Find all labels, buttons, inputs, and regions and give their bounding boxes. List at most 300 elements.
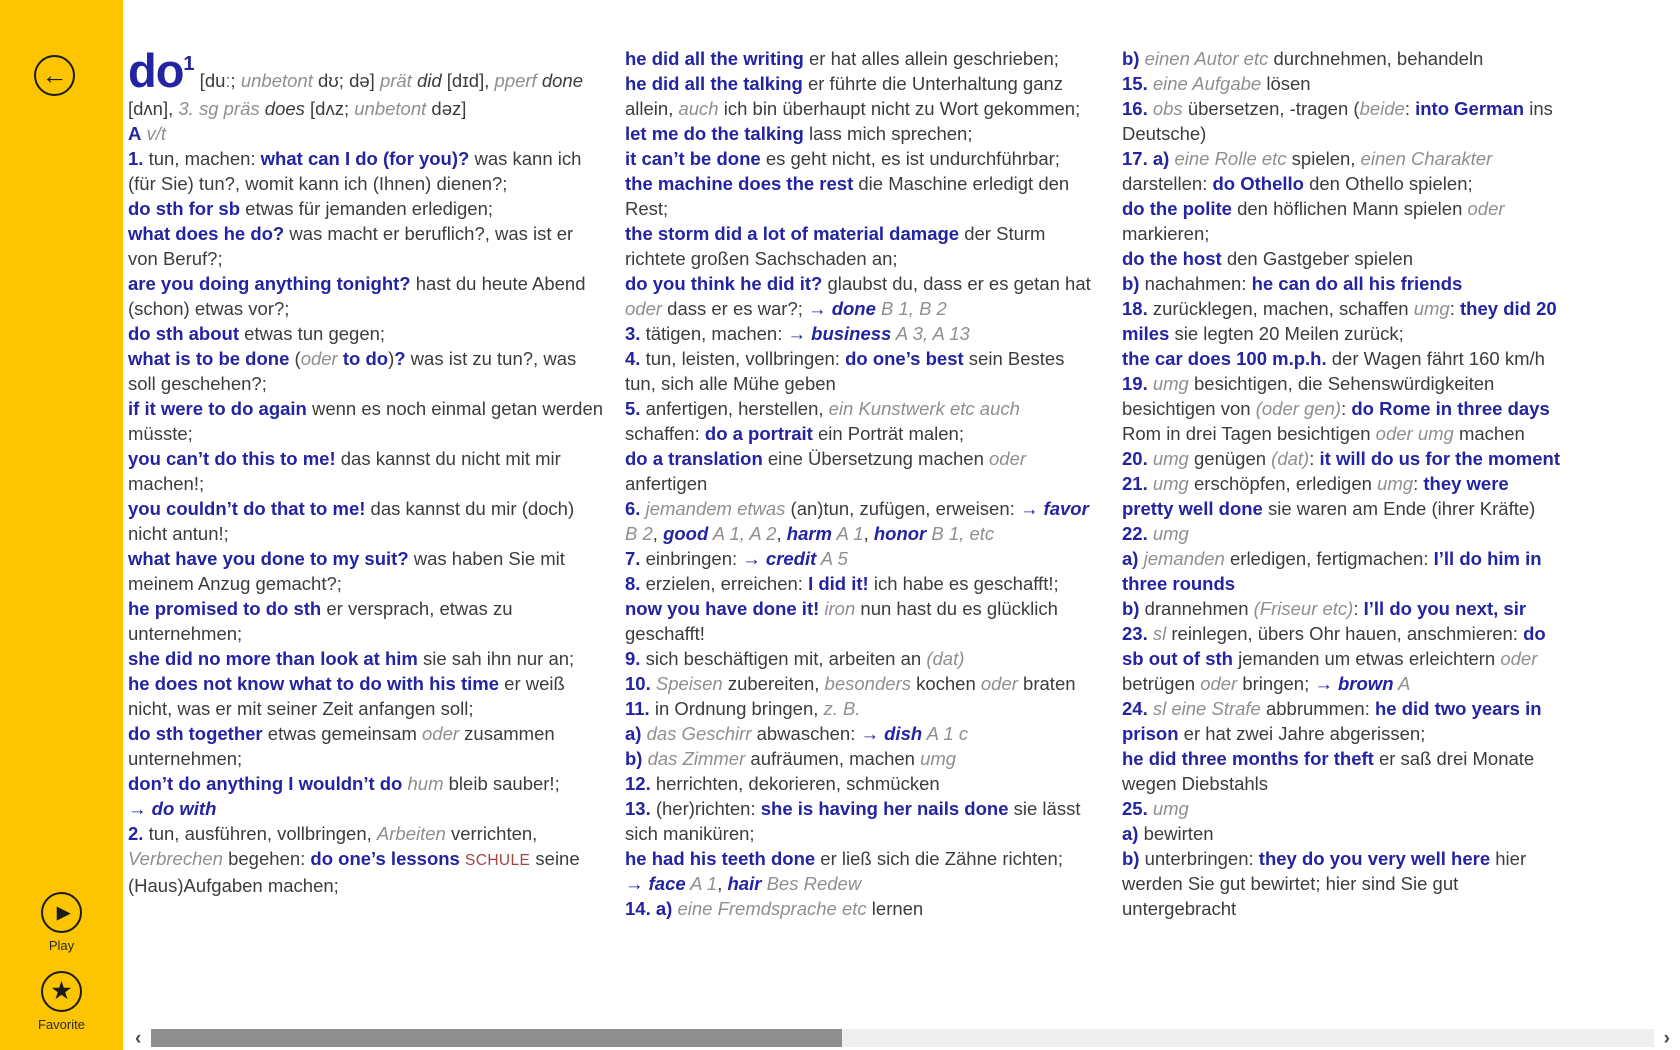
favorite-label: Favorite: [38, 1017, 85, 1032]
text-segment: das kannst du nicht mit mir machen!;: [128, 448, 561, 494]
text-segment: er hat alles allein geschrieben;: [803, 48, 1059, 69]
text-segment: einen Autor etc: [1144, 48, 1269, 69]
text-segment: unterbringen:: [1139, 848, 1259, 869]
scroll-left-icon[interactable]: ‹: [135, 1027, 142, 1049]
entry-paragraph: [128, 121, 606, 146]
text-segment: beide: [1359, 98, 1405, 119]
example-phrase: what have you done to my suit?: [128, 548, 409, 569]
text-segment: umg: [920, 748, 957, 769]
text-segment: sie legten 20 Meilen zurück;: [1169, 323, 1404, 344]
text-segment: jemandem etwas: [645, 498, 786, 519]
example-phrase: do one’s best: [845, 348, 964, 369]
text-segment: 4.: [625, 348, 641, 369]
text-segment: (Friseur etc): [1253, 598, 1354, 619]
text-segment: bringen;: [1237, 673, 1315, 694]
example-phrase: into German: [1415, 98, 1525, 119]
text-segment: die Maschine erledigt den Rest;: [625, 173, 1070, 219]
text-segment: ,: [717, 873, 728, 894]
example-phrase: they do you very well here: [1258, 848, 1491, 869]
back-button[interactable]: [34, 55, 75, 96]
example-phrase: let me do the talking: [625, 123, 804, 144]
entry-paragraph: [1122, 746, 1562, 796]
text-segment: A 1: [685, 873, 718, 894]
play-icon: ▶: [56, 903, 71, 922]
text-segment: ein Kunstwerk etc auch: [828, 398, 1020, 419]
text-segment: tun, leisten, vollbringen:: [640, 348, 846, 369]
text-segment: B 2: [625, 523, 653, 544]
entry-paragraph: [1122, 821, 1562, 846]
entry-paragraph: [625, 121, 1097, 146]
text-segment: was kann ich (für Sie) tun?, womit kann ich (Ihnen) dienen?;: [128, 148, 582, 194]
entry-paragraph: [625, 571, 1097, 596]
text-segment: 1: [183, 53, 195, 75]
text-segment: lass mich sprechen;: [803, 123, 973, 144]
text-segment: obs: [1152, 98, 1183, 119]
example-phrase: do one’s lessons: [310, 848, 460, 869]
text-segment: jemanden um etwas erleichtern: [1232, 648, 1501, 669]
example-phrase: do sth for sb: [128, 198, 241, 219]
text-segment: (oder gen): [1255, 398, 1342, 419]
text-segment: begehen:: [222, 848, 311, 869]
entry-paragraph: [1122, 71, 1562, 96]
entry-paragraph: [625, 796, 1097, 846]
entry-paragraph: [1122, 546, 1562, 596]
text-segment: 19.: [1122, 373, 1148, 394]
text-segment: hum: [407, 773, 444, 794]
text-segment: →: [860, 723, 885, 744]
example-phrase: he did three months for theft: [1122, 748, 1374, 769]
text-segment: verrichten,: [445, 823, 538, 844]
text-segment: drannehmen: [1139, 598, 1254, 619]
cross-reference-link[interactable]: dish: [884, 723, 923, 744]
text-segment: 14. a): [625, 898, 673, 919]
text-segment: ich habe es geschafft!;: [868, 573, 1059, 594]
favorite-action: [0, 971, 123, 1032]
entry-paragraph: [1122, 471, 1562, 521]
entry-paragraph: [625, 71, 1097, 121]
text-segment: (dat): [1271, 448, 1310, 469]
text-segment: a): [625, 723, 642, 744]
text-segment: →: [787, 323, 812, 344]
text-segment: [dɪd],: [441, 70, 495, 91]
horizontal-scrollbar[interactable]: [123, 1027, 1680, 1049]
text-segment: markieren;: [1122, 223, 1210, 244]
example-phrase: he did all the talking: [625, 73, 803, 94]
text-segment: a): [1122, 548, 1139, 569]
text-segment: 10.: [625, 673, 651, 694]
text-segment: sie sah ihn nur an;: [417, 648, 575, 669]
text-segment: er führte die Unterhaltung ganz allein,: [625, 73, 1064, 119]
entry-paragraph: [625, 671, 1097, 696]
entry-paragraph: [1122, 196, 1562, 246]
text-segment: b): [1122, 598, 1140, 619]
entry-paragraph: [625, 496, 1097, 546]
text-segment: oder: [625, 298, 663, 319]
text-segment: Verbrechen: [128, 848, 223, 869]
text-segment: →: [128, 798, 152, 819]
example-phrase: you can’t do this to me!: [128, 448, 336, 469]
text-segment: umg: [1152, 798, 1189, 819]
text-segment: 24.: [1122, 698, 1148, 719]
text-segment: A 1, A 2: [708, 523, 777, 544]
text-segment: 2.: [128, 823, 144, 844]
text-segment: unbetont: [354, 98, 427, 119]
text-segment: anfertigen, herstellen,: [640, 398, 829, 419]
scrollbar-thumb[interactable]: [151, 1029, 842, 1047]
text-segment: sich beschäftigen mit, arbeiten an: [640, 648, 927, 669]
example-phrase: they did 20 miles: [1122, 298, 1557, 344]
cross-reference-link[interactable]: favor: [1043, 498, 1089, 519]
example-phrase: the machine does the rest: [625, 173, 854, 194]
play-label: Play: [48, 938, 75, 953]
example-phrase: do sth together: [128, 723, 263, 744]
text-segment: SCHULE: [464, 852, 531, 869]
text-segment: oder umg: [1375, 423, 1454, 444]
text-segment: abbrummen:: [1260, 698, 1375, 719]
arrow-left-icon: ←: [41, 59, 68, 90]
text-segment: →: [1019, 498, 1044, 519]
entry-paragraph: [1122, 246, 1562, 271]
example-phrase: they were pretty well done: [1122, 473, 1509, 519]
example-phrase: she did no more than look at him: [128, 648, 418, 669]
cross-reference-link[interactable]: do with: [151, 798, 217, 819]
text-segment: umg: [1152, 448, 1189, 469]
entry-column-1: [128, 46, 606, 898]
cross-reference-link[interactable]: face: [648, 873, 686, 894]
entry-paragraph: [625, 171, 1097, 221]
text-segment: etwas für jemanden erledigen;: [240, 198, 494, 219]
cross-reference-link[interactable]: honor: [873, 523, 927, 544]
text-segment: 15.: [1122, 73, 1148, 94]
text-segment: was ist zu tun?, was soll geschehen?;: [128, 348, 577, 394]
text-segment: er versprach, etwas zu unternehmen;: [128, 598, 513, 644]
text-segment: durchnehmen, behandeln: [1268, 48, 1484, 69]
text-segment: Speisen: [655, 673, 723, 694]
cross-reference-link[interactable]: good: [663, 523, 709, 544]
example-phrase: I’ll do him in three rounds: [1122, 548, 1542, 594]
text-segment: jemanden: [1143, 548, 1225, 569]
entry-paragraph: [625, 596, 1097, 646]
text-segment: :: [1413, 473, 1424, 494]
entry-paragraph: [625, 146, 1097, 171]
cross-reference-link[interactable]: credit: [765, 548, 817, 569]
text-segment: :: [1341, 398, 1352, 419]
text-segment: tätigen, machen:: [640, 323, 788, 344]
text-segment: das Zimmer: [647, 748, 746, 769]
example-phrase: do a translation: [625, 448, 763, 469]
text-segment: bewirten: [1138, 823, 1214, 844]
text-segment: sl: [1152, 623, 1167, 644]
example-phrase: to do: [342, 348, 389, 369]
text-segment: [duː;: [194, 70, 241, 91]
cross-reference-link[interactable]: brown: [1338, 673, 1394, 694]
entry-paragraph: [128, 821, 606, 898]
text-segment: hier werden Sie gut bewirtet; hier sind Sie gut untergebracht: [1122, 848, 1527, 919]
entry-paragraph: [1122, 46, 1562, 71]
text-segment: den höflichen Mann spielen: [1231, 198, 1468, 219]
text-segment: 23.: [1122, 623, 1148, 644]
text-segment: B 1, B 2: [875, 298, 947, 319]
text-segment: 5.: [625, 398, 641, 419]
entry-paragraph: [625, 221, 1097, 271]
entry-paragraph: [128, 446, 606, 496]
text-segment: besichtigen, die Sehenswürdigkeiten besichtigen von: [1122, 373, 1495, 419]
text-segment: ,: [652, 523, 664, 544]
text-segment: ins Deutsche): [1122, 98, 1553, 144]
cross-reference-link[interactable]: harm: [786, 523, 833, 544]
text-segment: herrichten, dekorieren, schmücken: [650, 773, 940, 794]
example-phrase: do Othello: [1212, 173, 1304, 194]
example-phrase: don’t do anything I wouldn’t do: [128, 773, 403, 794]
text-segment: →: [808, 298, 832, 319]
entry-paragraph: [625, 896, 1097, 921]
entry-paragraph: [128, 546, 606, 596]
text-segment: erschöpfen, erledigen: [1188, 473, 1378, 494]
text-segment: ): [388, 348, 395, 369]
entry-paragraph: [1122, 371, 1562, 446]
entry-paragraph: [625, 346, 1097, 396]
entry-paragraph: [1122, 271, 1562, 296]
entry-paragraph: [1122, 446, 1562, 471]
text-segment: (: [289, 348, 301, 369]
text-segment: ich bin überhaupt nicht zu Wort gekommen;: [718, 98, 1081, 119]
text-segment: bleib sauber!;: [443, 773, 560, 794]
scroll-right-icon[interactable]: ›: [1663, 1027, 1670, 1049]
example-phrase: he had his teeth done: [625, 848, 816, 869]
example-phrase: you couldn’t do that to me!: [128, 498, 366, 519]
favorite-button[interactable]: [41, 971, 82, 1012]
entry-paragraph: [1122, 621, 1562, 696]
example-phrase: do a portrait: [704, 423, 813, 444]
text-segment: v/t: [141, 123, 167, 144]
text-segment: :: [1449, 298, 1461, 319]
text-segment: dʊ; də]: [312, 70, 380, 91]
entry-paragraph: [625, 871, 1097, 896]
text-segment: sl eine Strafe: [1152, 698, 1261, 719]
example-phrase: do sb out of sth: [1122, 623, 1546, 669]
play-button[interactable]: [41, 892, 82, 933]
text-segment: zurücklegen, machen, schaffen: [1147, 298, 1414, 319]
text-segment: A: [1393, 673, 1411, 694]
text-segment: 18.: [1122, 298, 1148, 319]
text-segment: 11.: [625, 698, 650, 719]
text-segment: umg: [1152, 473, 1189, 494]
example-phrase: what is to be done: [128, 348, 290, 369]
text-segment: den Gastgeber spielen: [1221, 248, 1413, 269]
text-segment: 1.: [128, 148, 144, 169]
text-segment: does: [259, 98, 305, 119]
text-segment: darstellen:: [1122, 173, 1213, 194]
example-phrase: if it were to do again: [128, 398, 307, 419]
text-segment: tun, ausführen, vollbringen,: [143, 823, 377, 844]
text-segment: oder: [422, 723, 460, 744]
text-segment: nachahmen:: [1139, 273, 1252, 294]
text-segment: etwas gemeinsam: [262, 723, 423, 744]
example-phrase: are you doing anything tonight?: [128, 273, 411, 294]
sidebar: [0, 0, 123, 1050]
example-phrase: do Rome in three days: [1351, 398, 1550, 419]
text-segment: 3. sg präs: [178, 98, 260, 119]
star-icon: ★: [51, 977, 72, 1003]
example-phrase: do the polite: [1122, 198, 1232, 219]
entry-paragraph: [1122, 596, 1562, 621]
text-segment: er ließ sich die Zähne richten;: [815, 848, 1063, 869]
headword: do: [128, 44, 184, 97]
text-segment: 6.: [625, 498, 641, 519]
text-segment: hast du heute Abend (schon) etwas vor?;: [128, 273, 586, 319]
text-segment: prät: [379, 70, 412, 91]
entry-paragraph: [128, 771, 606, 796]
text-segment: auch: [678, 98, 719, 119]
text-segment: glaubst du, dass er es getan hat: [822, 273, 1091, 294]
text-segment: ,: [863, 523, 874, 544]
entry-column-2: [625, 46, 1097, 921]
entry-paragraph: [1122, 346, 1562, 371]
text-segment: übersetzen, -tragen (: [1182, 98, 1360, 119]
entry-paragraph: [1122, 96, 1562, 146]
text-segment: den Othello spielen;: [1303, 173, 1473, 194]
entry-paragraph: [625, 721, 1097, 746]
entry-paragraph: [128, 646, 606, 671]
text-segment: ,: [776, 523, 787, 544]
text-segment: er saß drei Monate wegen Diebstahls: [1122, 748, 1535, 794]
text-segment: did: [411, 70, 442, 91]
entry-paragraph: [128, 671, 606, 721]
text-segment: unbetont: [240, 70, 313, 91]
text-segment: Arbeiten: [376, 823, 446, 844]
entry-paragraph: [625, 271, 1097, 321]
text-segment: einen Charakter: [1360, 148, 1493, 169]
example-phrase: it will do us for the moment: [1319, 448, 1560, 469]
text-segment: [dʌn],: [128, 98, 179, 119]
entry-paragraph: [1122, 696, 1562, 746]
example-phrase: he does not know what to do with his time: [128, 673, 500, 694]
entry-paragraph: [128, 146, 606, 196]
text-segment: reinlegen, übers Ohr hauen, anschmieren:: [1166, 623, 1524, 644]
cross-reference-link[interactable]: hair: [727, 873, 762, 894]
text-segment: nun hast du es glücklich geschafft!: [625, 598, 1058, 644]
text-segment: abwaschen:: [751, 723, 861, 744]
text-segment: seine (Haus)Aufgaben machen;: [128, 848, 580, 896]
text-segment: oder: [989, 448, 1027, 469]
text-segment: z. B.: [823, 698, 861, 719]
example-phrase: she is having her nails done: [760, 798, 1009, 819]
entry-paragraph: [128, 346, 606, 396]
entry-paragraph: [128, 46, 606, 121]
text-segment: →: [1314, 673, 1338, 694]
text-segment: A 1 c: [922, 723, 969, 744]
text-segment: 13.: [625, 798, 651, 819]
example-phrase: it can’t be done: [625, 148, 761, 169]
play-action: [0, 892, 123, 953]
entry-paragraph: [625, 396, 1097, 446]
entry-paragraph: [128, 721, 606, 771]
text-segment: es geht nicht, es ist undurchführbar;: [760, 148, 1060, 169]
text-segment: genügen: [1188, 448, 1272, 469]
text-segment: aufräumen, machen: [745, 748, 921, 769]
example-phrase: I did it!: [808, 573, 869, 594]
example-phrase: I’ll do you next, sir: [1363, 598, 1527, 619]
text-segment: 21.: [1122, 473, 1148, 494]
entry-paragraph: [625, 646, 1097, 671]
text-segment: dəz]: [426, 98, 467, 119]
cross-reference-link[interactable]: done: [831, 298, 876, 319]
entry-paragraph: [625, 546, 1097, 571]
text-segment: was haben Sie mit meinem Anzug gemacht?;: [128, 548, 565, 594]
scrollbar-track[interactable]: [151, 1029, 1653, 1047]
text-segment: oder: [980, 673, 1018, 694]
text-segment: oder: [300, 348, 338, 369]
example-phrase: he promised to do sth: [128, 598, 322, 619]
text-segment: der Wagen fährt 160 km/h: [1326, 348, 1545, 369]
text-segment: 12.: [625, 773, 651, 794]
entry-paragraph: [625, 46, 1097, 71]
text-segment: :: [1309, 448, 1320, 469]
text-segment: sie lässt sich maniküren;: [625, 798, 1081, 844]
text-segment: oder: [1200, 673, 1238, 694]
example-phrase: the storm did a lot of material damage: [625, 223, 960, 244]
cross-reference-link[interactable]: business: [811, 323, 892, 344]
text-segment: a): [1122, 823, 1139, 844]
text-segment: er hat zwei Jahre abgerissen;: [1178, 723, 1426, 744]
example-phrase: what does he do?: [128, 223, 285, 244]
text-segment: umg: [1377, 473, 1414, 494]
text-segment: 20.: [1122, 448, 1148, 469]
text-segment: tun, machen:: [143, 148, 261, 169]
text-segment: 3.: [625, 323, 641, 344]
example-phrase: he can do all his friends: [1251, 273, 1463, 294]
entry-paragraph: [1122, 146, 1562, 196]
text-segment: umg: [1413, 298, 1450, 319]
example-phrase: do the host: [1122, 248, 1222, 269]
text-segment: b): [1122, 848, 1140, 869]
text-segment: spielen,: [1286, 148, 1361, 169]
text-segment: schaffen:: [625, 423, 705, 444]
entry-paragraph: [625, 846, 1097, 871]
text-segment: 16.: [1122, 98, 1148, 119]
text-segment: der Sturm richtete großen Sachschaden an;: [625, 223, 1046, 269]
text-segment: 8.: [625, 573, 641, 594]
text-segment: etwas tun gegen;: [238, 323, 386, 344]
text-segment: (her)richten:: [650, 798, 761, 819]
text-segment: umg: [1152, 523, 1189, 544]
example-phrase: ?: [394, 348, 406, 369]
text-segment: ein Porträt malen;: [812, 423, 964, 444]
text-segment: 7.: [625, 548, 641, 569]
text-segment: B 1, etc: [926, 523, 995, 544]
text-segment: done: [536, 70, 583, 91]
example-phrase: what can I do (for you)?: [260, 148, 470, 169]
text-segment: oder: [1500, 648, 1538, 669]
entry-paragraph: [128, 496, 606, 546]
text-segment: 25.: [1122, 798, 1148, 819]
entry-paragraph: [128, 321, 606, 346]
text-segment: umg: [1152, 373, 1189, 394]
text-segment: pperf: [494, 70, 537, 91]
text-segment: er weiß nicht, was er mit seiner Zeit anfangen soll;: [128, 673, 565, 719]
text-segment: →: [625, 873, 649, 894]
text-segment: iron: [824, 598, 856, 619]
text-segment: :: [1353, 598, 1364, 619]
entry-paragraph: [625, 746, 1097, 771]
text-segment: Rom in drei Tagen besichtigen: [1122, 423, 1376, 444]
entry-paragraph: [1122, 846, 1562, 921]
entry-paragraph: [625, 696, 1097, 721]
entry-paragraph: [128, 196, 606, 221]
entry-paragraph: [1122, 296, 1562, 346]
text-segment: kochen: [910, 673, 981, 694]
text-segment: 17. a): [1122, 148, 1170, 169]
